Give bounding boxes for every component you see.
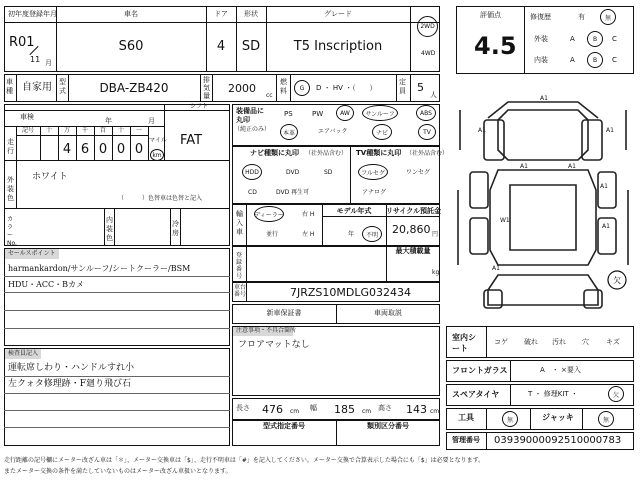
height-unit: cm	[430, 408, 440, 415]
int-label: 内装	[534, 56, 548, 64]
mileage-digit-5: 0	[134, 142, 144, 157]
equipment-sublabel: （純正のみ）	[234, 126, 271, 133]
recycle-label: リサイクル預託金	[386, 207, 442, 215]
import-rhd: 右 H	[302, 211, 315, 218]
type-label: 型式	[59, 78, 66, 95]
footer-line-2: またメーター交換の条件を満たしていないものはメーター改ざん車扱いとなります。	[4, 468, 232, 475]
reg-month-unit: 月	[45, 59, 52, 67]
ac-label: 冷房	[172, 220, 179, 237]
reg-month: 11	[30, 55, 41, 64]
spare-missing-circle: 欠	[608, 386, 624, 402]
repair-yes: 有	[578, 13, 585, 21]
jack-label: ジャッキ	[542, 413, 574, 422]
capacity-value: 5	[417, 81, 424, 94]
type-number-label: 型式指定番号	[263, 422, 305, 430]
sales-point-line-1: harmankardon/サンルーフ/シートクーラー/BSM	[8, 264, 191, 273]
tv-label: TV種類に丸印	[356, 149, 402, 157]
drive-4wd: 4WD	[421, 50, 436, 57]
model-year-unknown-circle: 不明	[362, 226, 382, 242]
mileage-km-circle: km	[150, 149, 164, 161]
width-value: 185	[334, 403, 355, 416]
reg-date-label: 初年度登録年月	[8, 10, 57, 18]
warranty-label: 新車保証書	[266, 309, 302, 317]
model-name: S60	[118, 39, 144, 54]
fuel-options: D ・ HV ・（ ）	[316, 84, 377, 92]
import-label: 輸入車	[236, 210, 243, 236]
grade-label: グレード	[324, 10, 352, 18]
equip-airbag: エアバック	[318, 128, 348, 135]
mgmt-label: 管理番号	[452, 436, 480, 444]
tv-oneseg: ワンセグ	[406, 169, 431, 176]
tv-fullseg-circle: フルセグ	[358, 164, 388, 180]
reg-number-label: 登録番号	[236, 252, 243, 280]
height-value: 143	[406, 403, 427, 416]
mileage-h2: 万	[63, 127, 70, 134]
drive-2wd-circle: 2WD	[417, 16, 438, 37]
recycle-value: 20,860	[392, 223, 431, 236]
doors-value: 4	[216, 39, 226, 54]
color-no-label: カラーNo.	[7, 216, 17, 247]
model-label: 車名	[124, 10, 138, 18]
front-glass-label: フロントガラス	[452, 366, 508, 375]
ext-a: A	[570, 35, 575, 43]
mark-3: A1	[606, 127, 614, 134]
length-value: 476	[262, 403, 283, 416]
int-b-circle: B	[587, 52, 603, 68]
car-diagram	[448, 90, 638, 320]
navi-dvd: DVD	[286, 169, 300, 176]
inspector-line-2: 左クォタ修理跡・F廻り飛び石	[8, 379, 131, 389]
equip-leather-circle: 本革	[280, 124, 298, 140]
equip-abs-circle: ABS	[416, 105, 436, 121]
equip-tv-circle: TV	[418, 124, 436, 140]
equip-sunroof-circle: サンルーフ	[362, 105, 398, 121]
mark-7: W1	[500, 217, 510, 224]
chassis-label: 車台番号	[234, 284, 247, 298]
displacement-label: 排気量	[203, 76, 210, 100]
color-value: ホワイト	[32, 172, 68, 182]
repair-label: 修復歴	[530, 13, 551, 21]
navi-dvd-play: DVD 再生可	[276, 189, 310, 196]
mark-6: A1	[600, 183, 608, 190]
inspection-month-unit: 月	[148, 117, 155, 125]
sheet-item-1: コゲ	[494, 338, 508, 346]
shift-value: FAT	[180, 133, 203, 148]
sales-point-label: セールスポイント	[8, 250, 56, 257]
doors-label: ドア	[214, 10, 228, 18]
repair-no-circle: 無	[600, 9, 616, 25]
mark-2: A1	[478, 127, 486, 134]
mileage-h6: 一	[135, 127, 142, 134]
navi-label: ナビ種類に丸印	[250, 149, 299, 157]
mileage-digit-2: 6	[80, 142, 90, 157]
recycle-unit: 円	[432, 231, 439, 238]
manual-label: 車両取説	[374, 309, 402, 317]
mileage-digit-4: 0	[116, 142, 126, 157]
notes-label: 注意事項・不具合箇所	[236, 327, 297, 334]
navi-sublabel: （社外品含む）	[305, 150, 348, 157]
equipment-label: 装備品に丸印	[236, 107, 264, 124]
width-unit: cm	[362, 408, 372, 415]
inspector-line-1: 運転席しわり・ハンドルすれ小	[8, 363, 135, 373]
category-value: 自家用	[22, 82, 52, 93]
tv-analog: アナログ	[362, 189, 387, 196]
class-number-label: 類別区分番号	[367, 422, 409, 430]
height-label: 高さ	[378, 404, 392, 412]
fuel-g-circle: G	[294, 80, 310, 96]
jack-none-circle: 無	[598, 411, 614, 427]
shift-label: シフト	[190, 103, 209, 110]
car-outline-svg	[448, 90, 638, 320]
capacity-label: 定員	[399, 78, 406, 95]
shape-label: 形状	[244, 10, 258, 18]
displacement-unit: cc	[266, 92, 273, 99]
mileage-digit-1: 4	[62, 142, 72, 157]
reg-year: R01	[9, 35, 35, 50]
mark-8: A1	[602, 223, 610, 230]
notes-box	[232, 326, 440, 396]
mileage-h3: 千	[81, 127, 88, 134]
max-load-label: 最大積載量	[395, 247, 431, 255]
tools-label: 工具	[458, 413, 474, 422]
width-label: 幅	[310, 404, 317, 412]
sheet-item-3: 汚れ	[552, 338, 566, 346]
color-note: （ ）色替車は色替と記入	[118, 195, 203, 202]
displacement-value: 2000	[228, 82, 256, 95]
interior-sheet-label: 室内シート	[452, 333, 476, 353]
spare-label: スペアタイヤ	[452, 390, 500, 399]
spare-opts: T ・ 修理KIT ・	[528, 390, 578, 398]
int-a: A	[570, 56, 575, 64]
footer-line-1: 走行距離の記号欄にメーター改ざん車は「＊」、メーター交換車は「$」、走行不明車は「#」を記入してください。メーター交換で合算表示した場合にも「$」は必要となります。	[4, 457, 485, 464]
ext-label: 外装	[534, 35, 548, 43]
ext-c: C	[612, 35, 617, 43]
shape-value: SD	[241, 39, 261, 54]
mark-4: A1	[520, 163, 528, 170]
import-dealer-circle: ディーラー	[254, 206, 284, 222]
sheet-item-2: 破れ	[524, 338, 538, 346]
score-value: 4.5	[474, 32, 517, 60]
mark-10: 欠	[613, 276, 621, 285]
tools-none-circle: 無	[502, 411, 518, 427]
fuel-label: 燃料	[280, 78, 287, 95]
model-year-unit: 年	[348, 231, 355, 238]
capacity-unit: 人	[430, 91, 437, 99]
inspection-year-unit: 年	[105, 117, 112, 125]
equip-pw: PW	[312, 110, 324, 118]
int-c: C	[612, 56, 617, 64]
grade-value: T5 Inscription	[293, 39, 383, 54]
mark-1: A1	[540, 95, 548, 102]
mileage-h1: 十	[45, 127, 52, 134]
mileage-h5: 十	[117, 127, 124, 134]
ext-b-circle: B	[587, 31, 603, 47]
type-value: DBA-ZB420	[99, 81, 169, 95]
model-year-label: モデル年式	[336, 207, 372, 215]
mark-5: A1	[568, 163, 576, 170]
sales-point-line-2: HDU・ACC・Bカメ	[8, 280, 85, 289]
sheet-item-5: キズ	[606, 338, 620, 346]
equip-aw-circle: AW	[336, 105, 354, 121]
mgmt-value: 03939000092510000783	[494, 435, 622, 446]
chassis-value: 7JRZS10MDLG032434	[290, 286, 412, 299]
import-parallel: 並行	[266, 231, 279, 238]
mileage-label: 走行	[7, 138, 14, 155]
length-unit: cm	[290, 408, 300, 415]
mark-9: A1	[492, 265, 500, 272]
length-label: 長さ	[236, 404, 250, 412]
interior-label: 内装色	[106, 216, 113, 242]
category-label: 車種	[6, 78, 13, 95]
navi-hdd-circle: HDD	[242, 164, 262, 180]
equip-navi-circle: ナビ	[372, 124, 392, 140]
mileage-h4: 百	[99, 127, 106, 134]
mileage-h0: 記号	[21, 127, 34, 134]
mileage-mile-label: マイル	[149, 137, 167, 144]
sales-point-box	[4, 248, 230, 346]
equip-ps: PS	[284, 110, 293, 118]
tv-sublabel: （社外品含む）	[406, 150, 449, 157]
inspection-label: 車検	[20, 113, 34, 121]
navi-sd: SD	[324, 169, 333, 176]
navi-cd: CD	[248, 189, 257, 196]
notes-value: フロアマットなし	[238, 340, 310, 350]
inspector-label: 検査員記入	[8, 350, 39, 357]
max-load-unit: kg	[432, 269, 440, 276]
front-glass-opts: A ・ ×要入	[540, 366, 581, 374]
score-label: 評価点	[480, 11, 501, 19]
import-lhd: 左 H	[302, 231, 315, 238]
sheet-item-4: 穴	[582, 338, 589, 346]
mileage-digit-3: 0	[98, 142, 108, 157]
color-label: 外装色	[7, 176, 14, 202]
